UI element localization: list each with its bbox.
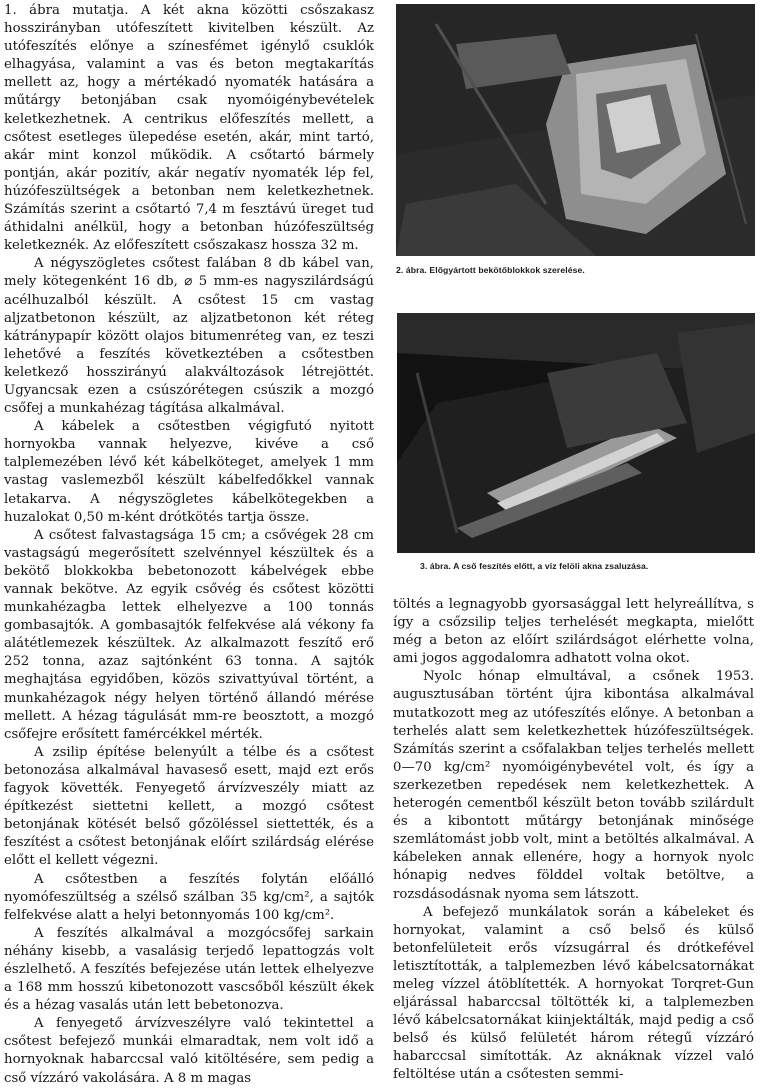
paragraph: 1. ábra mutatja. A két akna közötti csőszakasz hosszirányban utófeszített kivitelben készült. Az utófeszítés előnye a színesfémet igénylő csuklók elhagyása, valamint a vas és beton megtakarítás mellett az, hogy a mértékadó nyomaték hatására a műtárgy betonjában csak nyomóigénybevételek keletkezhetnek. A centrikus előfeszítés mellett, a csőtest esetleges ülepedése esetén, akár, mint tartó, akár mint konzol működik. A csőtartó bármely pontján, akár pozitív, akár negatív nyomaték lép fel, húzófeszültségek a betonban nem keletkezhetnek. Számítás szerint a csőtartó 7,4 m fesztávú üreget tud áthidalni anélkül, hogy a betonban húzófeszültség keletkeznék. Az előfeszített csőszakasz hossza 32 m. (4, 3, 374, 254)
right-text-column (393, 596, 754, 1085)
paragraph: A kábelek a csőtestben végigfutó nyitott hornyokba vannak helyezve, kivéve a cső talplemezében lévő két kábelköteget, amelyek 1 mm vastag vaslemezből készült kábelfedőkkel vannak letakarva. A négyszögletes kábelkötegekben a huzalokat 0,50 m-ként drótkötés tartja össze. (4, 419, 374, 525)
figure-2-caption: 2. ábra. Előgyártott bekötőblokkok szerelése. (396, 265, 585, 275)
paragraph: A zsilip építése belenyúlt a télbe és a csőtest betonozása alkalmával havaseső esett, majd ezt erős fagyok követték. Fenyegető árvízveszély miatt az építkezést siettetni kellett, a mozgó csőtest betonjának kötését belső gőzöléssel siettették, és a feszítést a csőtest betonjának előírt szilárdság elérése előtt el kellett végezni. (4, 744, 374, 869)
figure-3-photo (397, 313, 755, 553)
paragraph: A csőtest falvastagsága 15 cm; a csővégek 28 cm vastagságú megerősített szelvénnyel készültek és a bekötő blokkokba bebetonozott kábelvégek ebbe vannak bekötve. Az egyik csővég és csőtest közötti munkahézagba lettek elhelyezve a 100 tonnás gombasajtók. A gombasajtók felfekvése alá vékony fa alátétlemezek készültek. Az alkalmazott feszítő erő 252 tonna, azaz sajtónként 63 tonna. A sajtók meghajtása egyidőben, közös szivattyúval történt, a munkahézagok négy helyen történő állandó mérése mellett. A hézag tágulását mm-re beosztott, a mozgó csőfejre erősített famércékkel mérték. (4, 527, 374, 742)
paragraph: A négyszögletes csőtest falában 8 db kábel van, mely kötegenként 16 db, ⌀ 5 mm-es nagyszilárdságú acélhuzalból készült. A csőtest 15 cm vastag aljzatbetonon készült, az aljzatbetonon két réteg kátránypapír között olajos bitumenréteg van, ez teszi lehetővé a feszítés következtében a csőtestben keletkező hosszirányú alakváltozások létrejöttét. Ugyancsak ezen a csúszórétegen csúszik a mozgó csőfej a munkahézag tágítása alkalmával. (4, 256, 374, 417)
paragraph: A csőtestben a feszítés folytán előálló nyomófeszültség a szélső szálban 35 kg/cm², a sajtók felfekvése alatt a helyi betonnyomás 100 kg/cm². (4, 871, 374, 923)
paragraph: A feszítés alkalmával a mozgócsőfej sarkain néhány kisebb, a vasalásig terjedő lepattogzás volt észlelhető. A feszítés befejezése után lettek elhelyezve a 168 mm hosszú kibetonozott vascsőből készült ékek és a hézag vasalás után lett bebetonozva. (4, 925, 374, 1014)
left-text-column (4, 2, 374, 1088)
figure-3-caption: 3. ábra. A cső feszítés előtt, a víz felöli akna zsaluzása. (420, 561, 649, 571)
figure-2-photo (396, 4, 755, 256)
paragraph: A fenyegető árvízveszélyre való tekintettel a csőtest befejező munkái elmaradtak, nem volt idő a hornyoknak habarccsal való kitöltésére, sem pedig a cső vízzáró vakolására. A 8 m magas (4, 1016, 374, 1086)
paragraph: töltés a legnagyobb gyorsasággal lett helyreállítva, s így a csőzsilip teljes terhelését megkapta, mielőtt még a beton az előírt szilárdságot elérhette volna, ami jogos aggodalomra adhatott volna okot. (393, 597, 754, 667)
paragraph: A befejező munkálatok során a kábeleket és hornyokat, valamint a cső belső és külső betonfelületeit erős vízsugárral és drótkefével letisztították, a talplemezben lévő kábelcsatornákat meleg vízzel átöblítették. A hornyokat Torqret-Gun eljárással habarccsal töltötték ki, a talplemezben lévő kábelcsatornákat kiinjektálták, majd pedig a cső belső és külső felületét három rétegű vízzáró habarccsal simították. Az aknáknak vízzel való feltöltése után a csőtesten semmi- (393, 904, 754, 1083)
paragraph: Nyolc hónap elmultával, a csőnek 1953. augusztusában történt újra kibontása alkalmával mutatkozott meg az utófeszítés előnye. A betonban a terhelés alatt sem keletkezhettek húzófeszültségek. Számítás szerint a csőfalakban teljes terhelés mellett 0—70 kg/cm² nyomóigénybevétel volt, és így a szerkezetben repedések nem keletkezhettek. A heterogén cementből készült beton tovább szilárdult és a kibontott műtárgy betonjának minősége szemlátomást jobb volt, mint a betöltés alkalmával. A kábeleken annak ellenére, hogy a hornyok nyolc hónapig nedves földdel voltak betöltve, a rozsdásodásnak nyoma sem látszott. (393, 669, 754, 902)
